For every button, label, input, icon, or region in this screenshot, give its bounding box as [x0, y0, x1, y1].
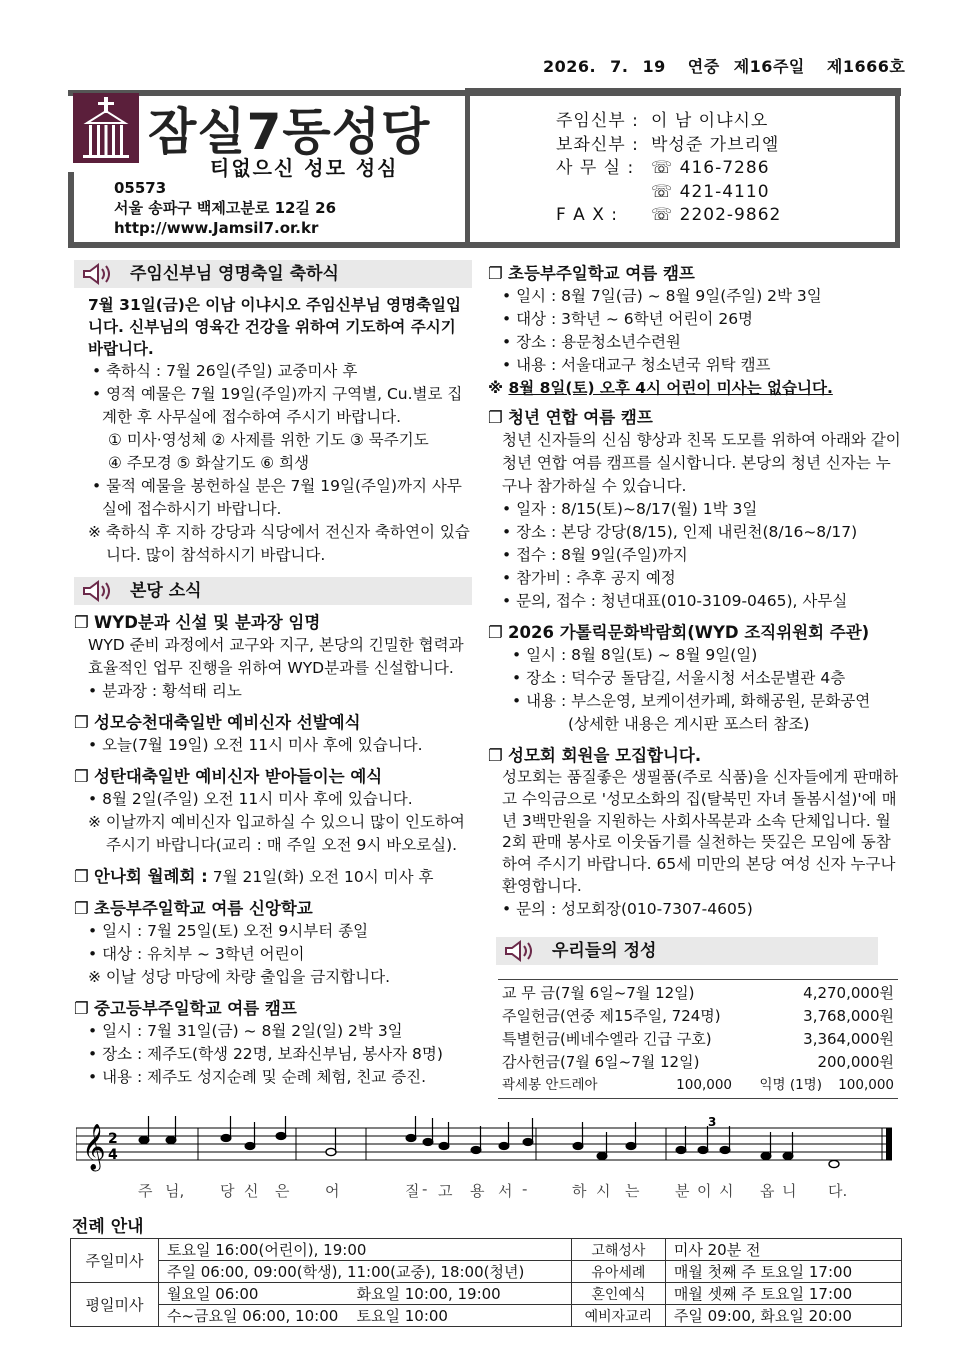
note-head	[523, 1138, 533, 1145]
church-subtitle: 티없으신 성모 성심	[210, 156, 399, 180]
lyric-syllable: 신	[244, 1182, 259, 1200]
table-cell: 혼인예식	[571, 1283, 665, 1305]
liturgy-title: 전례 안내	[72, 1217, 144, 1237]
table-cell: 4,270,000원	[803, 983, 894, 1002]
header-top-bar	[465, 88, 901, 96]
list-item: • 문의, 접수 : 청년대표(010-3109-0465), 사무실	[502, 592, 848, 610]
contact-list	[556, 110, 781, 228]
postcode: 05573	[114, 179, 167, 197]
list-item: • 일시 : 8월 8일(토) ~ 8월 9일(일)	[512, 646, 758, 664]
table-row	[498, 982, 898, 1005]
list-item: • 일시 : 7월 25일(토) 오전 9시부터 종일	[88, 922, 369, 940]
lyric-syllable: 어	[325, 1182, 340, 1200]
table-cell: 3,768,000원	[803, 1006, 894, 1025]
contact-value: ☏ 416-7286	[651, 158, 770, 178]
table-cell: 수~금요일 06:00, 10:00	[159, 1305, 349, 1327]
left-column	[74, 260, 472, 1089]
list-item: • 내용 : 부스운영, 보케이션카페, 화해공원, 문화공연	[512, 692, 871, 710]
lyric-syllable: 당	[220, 1182, 235, 1200]
table-cell: 주일 06:00, 09:00(학생), 11:00(교중), 18:00(청년)	[159, 1261, 572, 1283]
list-item: • 문의 : 성모회장(010-7307-4605)	[502, 899, 753, 918]
contact-label: 보좌신부 :	[556, 134, 639, 155]
church-address	[114, 178, 336, 238]
lyric-syllable: 하	[572, 1182, 587, 1200]
note-head	[326, 1148, 336, 1155]
lyric-syllable: 용	[470, 1182, 485, 1200]
lyric-syllable: 은	[275, 1182, 290, 1200]
lyrics	[76, 1180, 896, 1202]
list-item: • 영적 예물은 7월 19일(주일)까지 구역별, Cu.별로 집계한 후 사무실에 접수하여 주시기 바랍니다.	[92, 385, 463, 426]
note-head	[471, 1146, 481, 1153]
table-cell: 화요일 10:00, 19:00	[349, 1283, 572, 1305]
list-item: • 오늘(7월 19일) 오전 11시 미사 후에 있습니다.	[88, 736, 423, 754]
table-row	[71, 1261, 902, 1283]
table-cell: 월요일 06:00	[159, 1283, 349, 1305]
list-item: • 일시 : 7월 31일(금) ~ 8월 2일(일) 2박 3일	[88, 1022, 403, 1040]
table-cell: 주일미사	[71, 1239, 159, 1283]
issue-week: 연중 제16주일	[687, 57, 805, 76]
item-title: ❐ 청년 연합 여름 캠프	[488, 406, 902, 429]
lyric-syllable: 다.	[828, 1182, 848, 1200]
table-cell: 예비자교리	[571, 1305, 665, 1327]
issue-info	[543, 54, 905, 77]
table-cell: 특별헌금(베네수엘라 긴급 구호)	[502, 1029, 712, 1048]
table-cell: 감사헌금(7월 6일~7월 12일)	[502, 1052, 700, 1071]
table-cell: 매월 셋째 주 토요일 17:00	[665, 1283, 901, 1305]
item-body: WYD 준비 과정에서 교구와 지구, 본당의 긴밀한 협력과 효율적인 업무 진행을 위하여 WYD분과를 신설합니다.	[88, 636, 464, 677]
music-staff	[76, 1116, 896, 1200]
note-head	[139, 1136, 149, 1143]
list-item: • 장소 : 제주도(학생 22명, 보좌신부님, 봉사자 8명)	[88, 1045, 443, 1063]
contact-value: ☏ 421-4110	[651, 181, 770, 202]
item-title: ❐ 초등부주일학교 여름 신앙학교	[74, 897, 472, 920]
lyric-syllable: 옵	[760, 1182, 775, 1200]
contact-value: ☏ 2202-9862	[651, 205, 782, 225]
lyric-syllable: 시	[719, 1182, 734, 1200]
table-cell: 토요일 16:00(어린이), 19:00	[159, 1239, 572, 1261]
lyric-syllable: 는	[625, 1182, 640, 1200]
camp-note: ※ 8월 8일(토) 오후 4시 어린이 미사는 없습니다.	[488, 379, 833, 397]
item-title: ❐ 성탄대축일반 예비신자 받아들이는 예식	[74, 765, 472, 788]
section-title: 주임신부님 영명축일 축하식	[130, 264, 339, 284]
issue-number: 제1666호	[826, 57, 906, 76]
list-item: ① 미사·영성체 ② 사제를 위한 기도 ③ 묵주기도	[108, 431, 429, 449]
list-item: • 일시 : 8월 7일(금) ~ 8월 9일(주일) 2박 3일	[502, 287, 822, 305]
note-head	[439, 1142, 449, 1149]
speaker-icon	[80, 580, 114, 602]
table-cell: 주일 09:00, 화요일 20:00	[665, 1305, 901, 1327]
table-row	[71, 1305, 902, 1327]
contact-row	[556, 204, 781, 228]
note-head	[783, 1152, 793, 1159]
time-signature: 2	[108, 1131, 118, 1147]
note-head	[245, 1142, 255, 1149]
church-title: 잠실7동성당	[148, 103, 431, 161]
speaker-icon	[502, 940, 536, 962]
note-head	[698, 1146, 708, 1153]
lyric-syllable: 고	[438, 1182, 453, 1200]
table-cell: 주일헌금(연중 제15주일, 724명)	[502, 1006, 721, 1025]
table-row	[498, 1028, 898, 1051]
contact-label: F A X :	[556, 205, 618, 225]
note: ※ 축하식 후 지하 강당과 식당에서 전신자 축하연이 있습니다. 많이 참석하시기 바랍니다.	[88, 523, 470, 564]
lyric-syllable: 서	[498, 1182, 513, 1200]
note-head	[276, 1132, 286, 1139]
header-left-bar	[68, 172, 74, 248]
anna-meeting: ❐ 안나회 월례회 : 7월 21일(화) 오전 10시 미사 후	[74, 865, 472, 889]
table-row	[71, 1239, 902, 1261]
table-cell: 3,364,000원	[803, 1029, 894, 1048]
lyric-syllable: 니	[782, 1182, 797, 1200]
note-head	[597, 1152, 607, 1159]
note-head	[720, 1146, 730, 1153]
item-body: 성모회는 품질좋은 생필품(주로 식품)을 신자들에게 판매하고 수익금으로 '성모소화의 집(탈북민 자녀 돌봄시설)'에 매년 3백만원을 지원하는 사회사목분과 소속 단체입니다. 월 2회 판매 봉사로 이웃돕기를 실천하는 뜻깊은 모임에 동참하여 주시기 바랍니다. 65세 미만의 본당 여성 신자 누구나 환영합니다.	[502, 768, 899, 895]
section-title: 본당 소식	[130, 581, 202, 601]
list-item: • 내용 : 제주도 성지순례 및 순례 체험, 친교 증진.	[88, 1068, 427, 1086]
list-item: • 장소 : 본당 강당(8/15), 인제 내린천(8/16~8/17)	[502, 523, 858, 541]
table-cell: 고해성사	[571, 1239, 665, 1261]
note-head	[423, 1138, 433, 1145]
contact-label: 사 무 실 :	[556, 158, 635, 178]
list-item: • 장소 : 용문청소년수련원	[502, 333, 681, 351]
table-cell: 토요일 10:00	[349, 1305, 572, 1327]
lyric-syllable: 시	[596, 1182, 611, 1200]
list-item: • 접수 : 8월 9일(주일)까지	[502, 546, 688, 564]
table-row	[498, 1051, 898, 1074]
table-cell: 평일미사	[71, 1283, 159, 1327]
note-head	[676, 1146, 686, 1153]
contact-value: 이 남 이냐시오	[651, 111, 769, 131]
lyric-syllable: -	[422, 1180, 428, 1198]
speaker-icon	[80, 263, 114, 285]
time-signature: 4	[108, 1147, 118, 1163]
section-header-news	[74, 577, 472, 605]
lyric-syllable: 님,	[165, 1182, 185, 1200]
lyric-syllable: -	[522, 1180, 528, 1198]
list-item: (상세한 내용은 게시판 포스터 참조)	[568, 715, 810, 733]
table-row	[498, 1005, 898, 1028]
item-body: 청년 신자들의 신심 향상과 친목 도모를 위하여 아래와 같이 청년 연합 여름 캠프를 실시합니다. 본당의 청년 신자는 누구나 참가하실 수 있습니다.	[502, 431, 901, 495]
list-item: • 8월 2일(주일) 오전 11시 미사 후에 있습니다.	[88, 790, 413, 808]
item-title: ❐ 초등부주일학교 여름 캠프	[488, 262, 902, 285]
feast-intro: 7월 31일(금)은 이남 이냐시오 주임신부님 영명축일입니다. 신부님의 영육간 건강을 위하여 기도하여 주시기 바랍니다.	[88, 296, 461, 358]
contact-row	[556, 157, 781, 181]
table-cell: 교 무 금(7월 6일~7월 12일)	[502, 983, 695, 1002]
section-header-feast	[74, 260, 472, 288]
item-title: ❐ 중고등부주일학교 여름 캠프	[74, 997, 472, 1020]
note-head	[166, 1136, 176, 1143]
staff-lines	[76, 1116, 896, 1176]
note-head	[221, 1134, 231, 1141]
contact-value: 박성준 가브리엘	[651, 134, 780, 155]
table-row	[71, 1283, 902, 1305]
section-title: 우리들의 정성	[552, 940, 657, 961]
table-cell: 미사 20분 전	[665, 1239, 901, 1261]
list-item: • 대상 : 유치부 ~ 3학년 어린이	[88, 945, 305, 963]
list-item: • 축하식 : 7월 26일(주일) 교중미사 후	[92, 362, 358, 380]
section-header-offering	[496, 937, 878, 965]
lyric-syllable: 주	[138, 1182, 153, 1200]
table-cell: 200,000원	[817, 1052, 894, 1071]
list-item: • 일자 : 8/15(토)~8/17(월) 1박 3일	[502, 500, 758, 518]
liturgy-table	[70, 1238, 902, 1327]
issue-date: 2026. 7. 19	[543, 57, 666, 76]
list-item: • 물적 예물을 봉헌하실 분은 7월 19일(주일)까지 사무실에 접수하시기 바랍니다.	[92, 477, 462, 518]
contact-row	[556, 181, 781, 205]
triplet-mark: 3	[708, 1116, 717, 1129]
donor-row: 곽세봉 안드레아 100,000 익명 (1명) 100,000	[502, 1076, 894, 1093]
item-title: ❐ 성모승천대축일반 예비신자 선발예식	[74, 711, 472, 734]
list-item: • 분과장 : 황석태 리노	[88, 682, 242, 700]
note-head	[626, 1142, 636, 1149]
list-item: • 참가비 : 추후 공지 예정	[502, 569, 676, 587]
church-logo-icon	[73, 93, 139, 163]
contact-row	[556, 110, 781, 134]
right-column	[488, 262, 902, 1099]
lyric-syllable: 질	[405, 1182, 420, 1200]
street-address: 서울 송파구 백제고분로 12길 26	[114, 199, 337, 217]
offering-table	[498, 979, 898, 1099]
note-head	[499, 1142, 509, 1149]
contact-label: 주임신부 :	[556, 111, 639, 131]
list-item: • 대상 : 3학년 ~ 6학년 어린이 26명	[502, 310, 754, 328]
item-title: ❐ WYD분과 신설 및 분과장 임명	[74, 611, 472, 634]
list-item: • 장소 : 덕수궁 돌담길, 서울시청 서소문별관 4층	[512, 669, 846, 687]
table-cell: 유아세례	[571, 1261, 665, 1283]
contact-row	[556, 134, 781, 158]
list-item: • 내용 : 서울대교구 청소년국 위탁 캠프	[502, 356, 771, 374]
note-head	[406, 1134, 416, 1141]
table-cell: 매월 첫째 주 토요일 17:00	[665, 1261, 901, 1283]
item-title: ❐ 2026 가톨릭문화박람회(WYD 조직위원회 주관)	[488, 621, 902, 644]
list-item: ④ 주모경 ⑤ 화살기도 ⑥ 희생	[108, 454, 310, 472]
item-title: ❐ 성모회 회원을 모집합니다.	[488, 744, 902, 767]
treble-clef-icon: 𝄞	[82, 1124, 106, 1170]
note: ※ 이날까지 예비신자 입교하실 수 있으니 많이 인도하여 주시기 바랍니다(교리 : 매 주일 오전 9시 바오로실).	[88, 813, 465, 854]
note: ※ 이날 성당 마당에 차량 출입을 금지합니다.	[88, 968, 391, 986]
lyric-syllable: 이	[697, 1182, 712, 1200]
website-link[interactable]: http://www.Jamsil7.or.kr	[114, 219, 319, 237]
note-head	[761, 1152, 771, 1159]
note-head	[829, 1160, 839, 1167]
note-head	[573, 1142, 583, 1149]
lyric-syllable: 분	[675, 1182, 690, 1200]
